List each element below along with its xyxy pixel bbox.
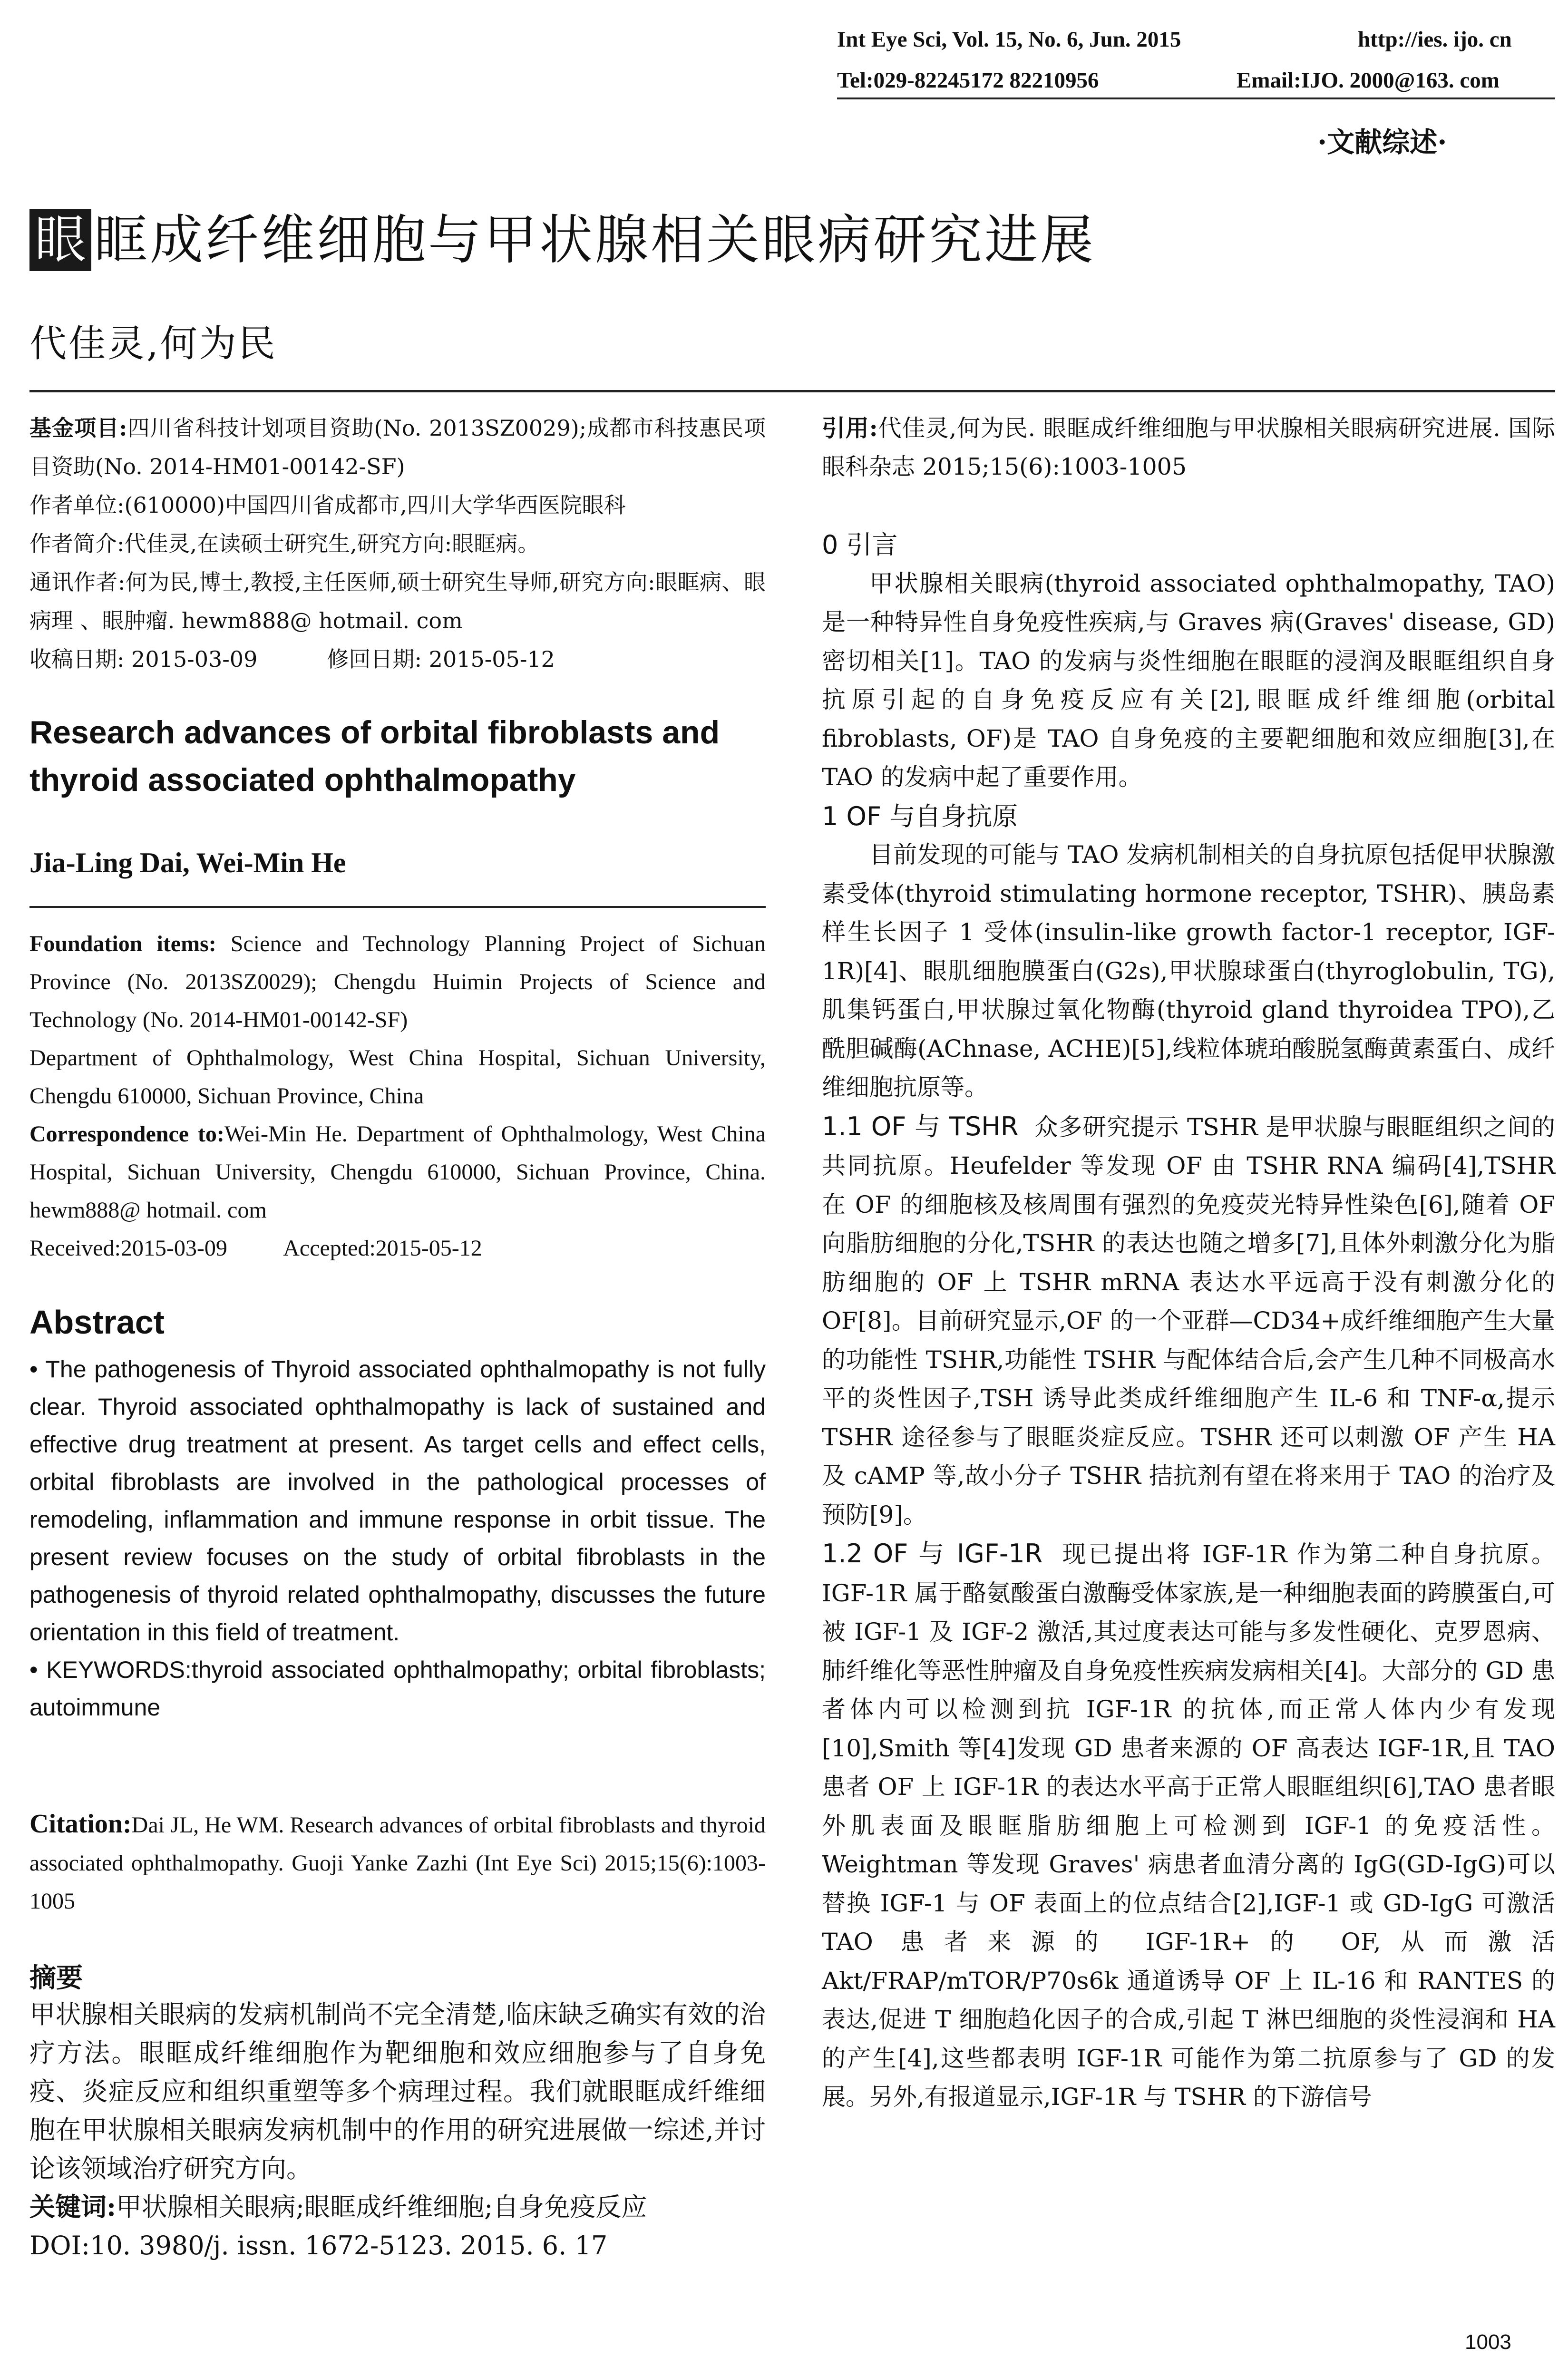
foundation-cn xyxy=(29,409,766,486)
keywords-en: • KEYWORDS:thyroid associated ophthalmopathy; orbital fibroblasts; autoimmune xyxy=(29,1656,766,1721)
received-en: Received:2015-03-09 Accepted:2015-05-12 xyxy=(29,1236,482,1261)
unit-cn: 作者单位:(610000)中国四川省成都市,四川大学华西医院眼科 xyxy=(29,492,626,518)
left-info-block xyxy=(29,409,766,679)
section-1-2-heading: 1.2 OF 与 IGF-1R xyxy=(822,1539,1043,1568)
english-authors: Jia-Ling Dai, Wei-Min He xyxy=(29,847,346,878)
citation-text: Dai JL, He WM. Research advances of orbital fibroblasts and thyroid associated ophthalmopathy. Guoji Yanke Zazhi (Int Eye Sci) 2015;15(6):1003-1005 xyxy=(29,1812,766,1914)
journal-url: http://ies. ijo. cn xyxy=(1358,27,1512,52)
keywords-cn-label: 关键词: xyxy=(29,2192,116,2222)
title-rule xyxy=(29,390,1555,392)
section-1-heading: 1 OF 与自身抗原 xyxy=(822,801,1018,831)
section-0-heading: 0 引言 xyxy=(822,530,898,560)
keywords-cn-text: 甲状腺相关眼病;眼眶成纤维细胞;自身免疫反应 xyxy=(116,2192,647,2222)
dates-cn: 收稿日期: 2015-03-09 修回日期: 2015-05-12 xyxy=(29,646,555,672)
column-label: ·文献综述· xyxy=(1317,126,1447,158)
foundation-en-label: Foundation items: xyxy=(29,931,216,956)
authors-cn: 代佳灵,何为民 xyxy=(29,322,277,365)
english-rule xyxy=(29,906,766,908)
abstract-heading: Abstract xyxy=(29,1304,165,1341)
abstract-block xyxy=(29,1351,766,1726)
zhaiyao-text: 甲状腺相关眼病的发病机制尚不完全清楚,临床缺乏确实有效的治疗方法。眼眶成纤维细胞作为靶细胞和效应细胞参与了自身免疫、炎症反应和组织重塑等多个病理过程。我们就眼眶成纤维细胞在甲状腺相关眼病发病机制中的作用的研究进展做一综述,并讨论该领域治疗研究方向。 xyxy=(29,1999,766,2183)
foundation-en xyxy=(29,925,766,1039)
department-en: Department of Ophthalmology, West China Hospital, Sichuan University, Chengdu 610000, Sichuan Province, China xyxy=(29,1045,766,1109)
section-0-para: 甲状腺相关眼病(thyroid associated ophthalmopathy, TAO)是一种特异性自身免疫性疾病,与 Graves 病(Graves' disease, GD)密切相关[1]。TAO 的发病与炎性细胞在眼眶的浸润及眼眶组织自身抗原引起的自身免疫反应有关[2],眼眶成纤维细胞(orbital fibroblasts, OF)是 TAO 自身免疫的主要靶细胞和效应细胞[3],在 TAO 的发病中起了重要作用。 xyxy=(822,569,1555,791)
page-number: 1003 xyxy=(1465,2330,1511,2354)
intro-cn: 作者简介:代佳灵,在读硕士研究生,研究方向:眼眶病。 xyxy=(29,531,540,556)
section-1-1-para: 众多研究提示 TSHR 是甲状腺与眼眶组织之间的共同抗原。Heufelder 等发现 OF 由 TSHR RNA 编码[4],TSHR 在 OF 的细胞核及核周围有强烈的免疫荧光特异性染色[6],随着 OF 向脂肪细胞的分化,TSHR 的表达也随之增多[7],且体外刺激分化为脂肪细胞的 OF 上 TSHR mRNA 表达水平远高于没有刺激分化的 OF[8]。目前研究显示,OF 的一个亚群—CD34+成纤维细胞产生大量的功能性 TSHR,功能性 TSHR 与配体结合后,会产生几种不同极高水平的炎性因子,TSH 诱导此类成纤维细胞产生 IL-6 和 TNF-α,提示 TSHR 途径参与了眼眶炎症反应。TSHR 还可以刺激 OF 产生 HA 及 cAMP 等,故小分子 TSHR 拮抗剂有望在将来用于 TAO 的治疗及预防[9]。 xyxy=(822,1113,1555,1529)
article-title: 眶成纤维细胞与甲状腺相关眼病研究进展 xyxy=(94,209,1096,271)
english-info-block xyxy=(29,925,766,1267)
correspondence-label: Correspondence to: xyxy=(29,1121,224,1147)
foundation-label: 基金项目: xyxy=(29,415,127,441)
citation-cn xyxy=(822,409,1555,486)
correspondence-text: Wei-Min He. Department of Ophthalmology, West China Hospital, Sichuan University, Chengdu 610000, Sichuan Province, China. hewm888@ hotmail. com xyxy=(29,1121,766,1223)
citation-en xyxy=(29,1805,766,1920)
section-1-1-heading: 1.1 OF 与 TSHR xyxy=(822,1111,1019,1141)
foundation-text: 四川省科技计划项目资助(No. 2013SZ0029);成都市科技惠民项目资助(No. 2014-HM01-00142-SF) xyxy=(29,415,766,479)
zhaiyao-block xyxy=(29,1995,766,2265)
doi: DOI:10. 3980/j. issn. 1672-5123. 2015. 6. 17 xyxy=(29,2231,608,2260)
citation-label: Citation: xyxy=(29,1809,132,1839)
english-title: Research advances of orbital fibroblasts and thyroid associated ophthalmopathy xyxy=(29,714,720,798)
keywords-cn xyxy=(29,2188,766,2226)
journal-email: Email:IJO. 2000@163. com xyxy=(1237,68,1500,93)
body-text xyxy=(822,526,1555,2117)
section-1-para: 目前发现的可能与 TAO 发病机制相关的自身抗原包括促甲状腺激素受体(thyroid stimulating hormone receptor, TSHR)、胰岛素样生长因子 1 受体(insulin-like growth factor-1 receptor, IGF-1R)[4]、眼肌细胞膜蛋白(G2s),甲状腺球蛋白(thyroglobulin, TG),肌集钙蛋白,甲状腺过氧化物酶(thyroid gland thyroidea TPO),乙酰胆碱酶(AChnase, ACHE)[5],线粒体琥珀酸脱氢酶黄素蛋白、成纤维细胞抗原等。 xyxy=(822,841,1555,1101)
section-1-2 xyxy=(822,1534,1555,2117)
corr-cn: 通讯作者:何为民,博士,教授,主任医师,硕士研究生导师,研究方向:眼眶病、眼病理 、眼肿瘤. hewm888@ hotmail. com xyxy=(29,569,766,633)
header-rule xyxy=(837,97,1555,99)
journal-tel: Tel:029-82245172 82210956 xyxy=(837,68,1099,93)
correspondence-en xyxy=(29,1115,766,1229)
citation-cn-text: 代佳灵,何为民. 眼眶成纤维细胞与甲状腺相关眼病研究进展. 国际眼科杂志 2015;15(6):1003-1005 xyxy=(822,415,1555,480)
section-1-2-para: 现已提出将 IGF-1R 作为第二种自身抗原。IGF-1R 属于酪氨酸蛋白激酶受体家族,是一种细胞表面的跨膜蛋白,可被 IGF-1 及 IGF-2 激活,其过度表达可能与多发性硬化、克罗恩病、肺纤维化等恶性肿瘤及自身免疫性疾病发病相关[4]。大部分的 GD 患者体内可以检测到抗 IGF-1R 的抗体,而正常人体内少有发现[10],Smith 等[4]发现 GD 患者来源的 OF 高表达 IGF-1R,且 TAO 患者 OF 上 IGF-1R 的表达水平高于正常人眼眶组织[6],TAO 患者眼外肌表面及眼眶脂肪细胞上可检测到 IGF-1 的免疫活性。Weightman 等发现 Graves' 病患者血清分离的 IgG(GD-IgG)可以替换 IGF-1 与 OF 表面上的位点结合[2],IGF-1 或 GD-IgG 可激活 TAO 患者来源的 IGF-1R+的 OF,从而激活 Akt/FRAP/mTOR/P70s6k 通道诱导 OF 上 IL-16 和 RANTES 的表达,促进 T 细胞趋化因子的合成,引起 T 淋巴细胞的炎性浸润和 HA 的产生[4],这些都表明 IGF-1R 可能作为第二抗原参与了 GD 的发展。另外,有报道显示,IGF-1R 与 TSHR 的下游信号 xyxy=(822,1540,1555,2111)
zhaiyao-heading: 摘要 xyxy=(29,1963,83,1993)
journal-info: Int Eye Sci, Vol. 15, No. 6, Jun. 2015 xyxy=(837,27,1181,52)
title-first-char: 眼 xyxy=(29,209,91,271)
abstract-text: • The pathogenesis of Thyroid associated ophthalmopathy is not fully clear. Thyroid associated ophthalmopathy is lack of sustained and effective drug treatment at present. As target cells and effect cells, orbital fibroblasts are involved in the pathological processes of remodeling, inflammation and immune response in orbit tissue. The present review focuses on the study of orbital fibroblasts in the pathogenesis of thyroid related ophthalmopathy, discusses the future orientation in this field of treatment. xyxy=(29,1356,766,1646)
foundation-en-text: Science and Technology Planning Project of Sichuan Province (No. 2013SZ0029); Chengdu Huimin Projects of Science and Technology (No. 2014-HM01-00142-SF) xyxy=(29,931,766,1033)
section-1-1 xyxy=(822,1107,1555,1535)
citation-cn-label: 引用: xyxy=(822,414,878,442)
